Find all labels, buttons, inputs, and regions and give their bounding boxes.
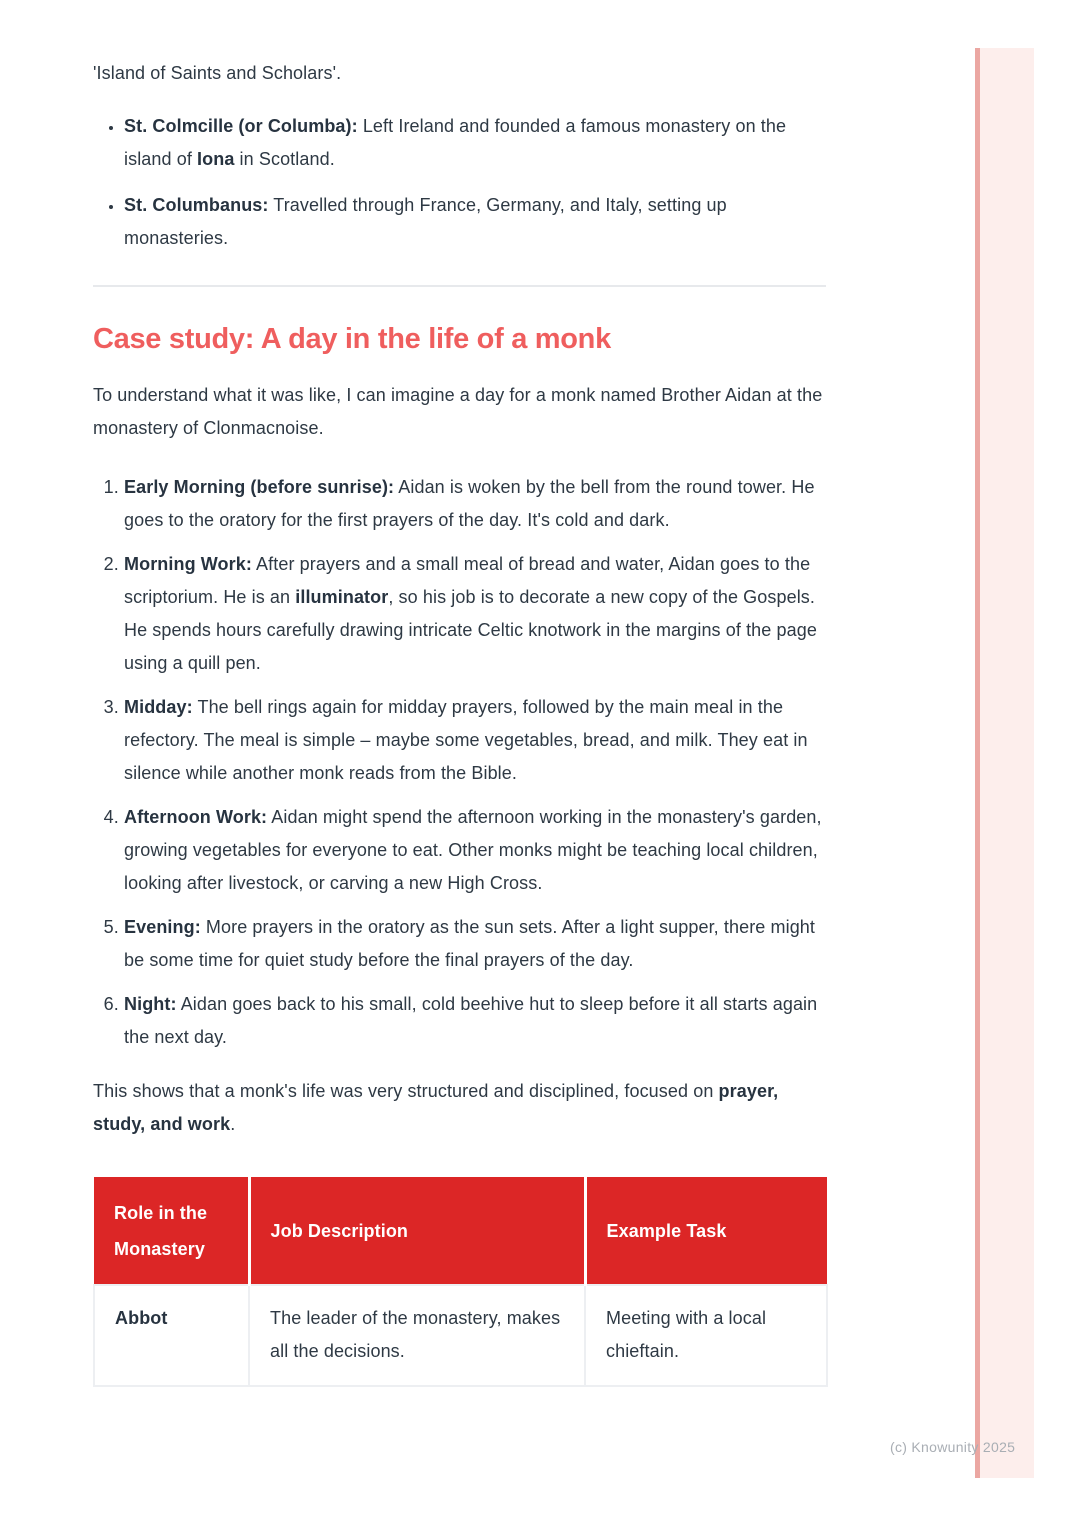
conclusion-text: . <box>230 1114 236 1134</box>
schedule-item-evening <box>124 911 826 977</box>
knowunity-watermark: (c) Knowunity 2025 <box>890 1439 1016 1455</box>
cell-role <box>94 1285 249 1386</box>
intro-line: 'Island of Saints and Scholars'. <box>93 63 342 83</box>
schedule-text: Aidan is woken by the bell from the round tower. He goes to the oratory for the first prayers of the day. It's cold and dark. <box>124 477 815 530</box>
table-row-abbot <box>94 1285 827 1386</box>
schedule-text: The bell rings again for midday prayers, followed by the main meal in the refectory. The meal is simple – maybe some vegetables, bread, and milk. They eat in silence while another monk reads from the Bible. <box>124 697 808 783</box>
schedule-lead: Afternoon Work: <box>124 807 268 827</box>
role-name: Abbot <box>115 1308 168 1328</box>
schedule-item-early-morning <box>124 471 826 537</box>
schedule-item-night <box>124 988 826 1054</box>
header-cell-job-description: Job Description <box>249 1177 585 1285</box>
saint-text: Left Ireland and founded a famous monastery on the island of <box>124 116 787 169</box>
page-edge-strip <box>980 48 1034 1478</box>
schedule-item-morning-work <box>124 548 826 680</box>
document-content <box>93 57 826 1387</box>
header-cell-example-task: Example Task <box>585 1177 827 1285</box>
schedule-lead: Midday: <box>124 697 193 717</box>
conclusion-paragraph <box>93 1075 826 1141</box>
schedule-text: Aidan might spend the afternoon working in the monastery's garden, growing vegetables for everyone to eat. Other monks might be teaching local children, looking after livestock, or carving a new High Cross. <box>124 807 822 893</box>
table-header-row <box>94 1177 827 1285</box>
schedule-list <box>93 471 826 1054</box>
schedule-text: After prayers and a small meal of bread and water, Aidan goes to the scriptorium. He is an <box>124 554 811 607</box>
roles-table <box>93 1177 828 1387</box>
schedule-lead: Morning Work: <box>124 554 252 574</box>
schedule-item-midday <box>124 691 826 790</box>
schedule-text: , so his job is to decorate a new copy of the Gospels. He spends hours carefully drawing intricate Celtic knotwork in the margins of the page using a quill pen. <box>124 587 817 673</box>
schedule-text: More prayers in the oratory as the sun sets. After a light supper, there might be some time for quiet study before the final prayers of the day. <box>124 917 816 970</box>
saint-text: Travelled through France, Germany, and Italy, setting up monasteries. <box>124 195 727 248</box>
case-study-heading: Case study: A day in the life of a monk <box>93 323 611 355</box>
section-divider <box>93 285 826 287</box>
bold-term: prayer, study, and work <box>93 1081 779 1134</box>
schedule-lead: Evening: <box>124 917 201 937</box>
schedule-lead: Night: <box>124 994 177 1014</box>
schedule-text: Aidan goes back to his small, cold beehive hut to sleep before it all starts again the next day. <box>124 994 818 1047</box>
schedule-item-afternoon-work <box>124 801 826 900</box>
saints-list <box>93 110 826 255</box>
list-item-colmcille <box>124 110 826 176</box>
schedule-lead: Early Morning (before sunrise): <box>124 477 395 497</box>
cell-description: The leader of the monastery, makes all the decisions. <box>249 1285 585 1386</box>
saint-name: St. Colmcille (or Columba): <box>124 116 358 136</box>
bold-term: illuminator <box>295 587 389 607</box>
saint-name: St. Columbanus: <box>124 195 269 215</box>
bold-term: Iona <box>197 149 235 169</box>
header-cell-role: Role in the Monastery <box>94 1177 249 1285</box>
case-study-intro: To understand what it was like, I can imagine a day for a monk named Brother Aidan at the monastery of Clonmacnoise. <box>93 385 823 438</box>
list-item-columbanus <box>124 189 826 255</box>
saint-text: in Scotland. <box>234 149 335 169</box>
cell-task: Meeting with a local chieftain. <box>585 1285 827 1386</box>
conclusion-text: This shows that a monk's life was very structured and disciplined, focused on <box>93 1081 719 1101</box>
